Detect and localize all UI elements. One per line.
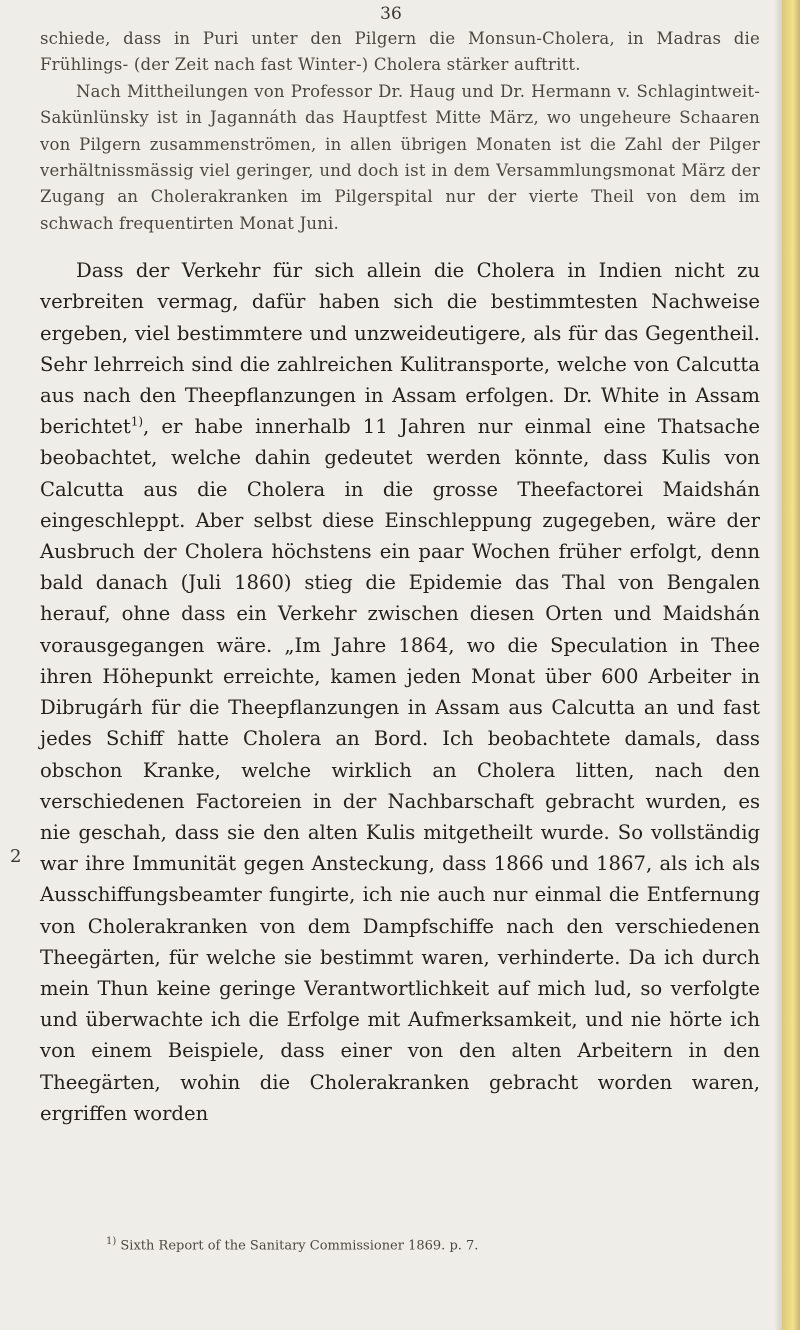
footnote-marker: 1) (106, 1236, 117, 1247)
footnote-text: Sixth Report of the Sanitary Commissioner 1869. p. 7. (120, 1238, 479, 1254)
margin-annotation: 2 (10, 846, 22, 867)
page-number: 36 (380, 4, 402, 24)
paragraph-text-after-ref: , er habe innerhalb 11 Jahren nur einmal eine Thatsache beobachtet, welche dahin gedeutet werden könnte, dass Kulis von Calcutta aus die Cholera in die grosse Theefactorei Maidshán eingeschleppt. Aber selbst diese Einschleppung zugegeben, wäre der Ausbruch der Cholera höchstens ein paar Wochen früher erfolgt, denn bald danach (Juli 1860) stieg die Epidemie das Thal von Bengalen herauf, ohne dass ein Verkehr zwischen diesen Orten und Maidshán vorausgegangen wäre. „Im Jahre 1864, wo die Speculation in Thee ihren Höhepunkt erreichte, kamen jeden Monat über 600 Arbeiter in Dibrugárh für die Theepflanzungen in Assam aus Calcutta an und fast jedes Schiff hatte Cholera an Bord. Ich beobachtete damals, dass obschon Kranke, welche wirklich an Cholera litten, nach den verschiedenen Factoreien in der Nachbarschaft gebracht wurden, es nie geschah, dass sie den alten Kulis mitgetheilt wurde. So vollständig war ihre Immunität gegen Ansteckung, dass 1866 und 1867, als ich als Ausschiffungsbeamter fungirte, ich nie auch nur einmal die Entfernung von Cholerakranken von dem Dampfschiffe nach den verschiedenen Theegärten, für welche sie bestimmt waren, verhinderte. Da ich durch mein Thun keine geringe Verantwortlichkeit auf mich lud, so verfolgte und überwachte ich die Erfolge mit Aufmerksamkeit, und nie hörte ich von einem Beispiele, dass einer von den alten Arbeitern in den Theegärten, wohin die Cholerakranken gebracht worden waren, ergriffen worden (40, 415, 760, 1125)
page-gutter-shadow (774, 0, 782, 1330)
section-gap (40, 237, 760, 255)
small-print-section (40, 26, 760, 237)
body-text (40, 26, 760, 1129)
paragraph-pilgrims-cholera: schiede, dass in Puri unter den Pilgern die Monsun-Cholera, in Madras die Frühlings- (der Zeit nach fast Winter-) Cholera stärker auftritt. (40, 29, 760, 75)
paragraph-traffic-assam (40, 255, 760, 1129)
paragraph-jagannath-festival: Nach Mittheilungen von Professor Dr. Haug und Dr. Hermann v. Schlagintweit-Sakünlünsky ist in Jagannáth das Hauptfest Mitte März, wo ungeheure Schaaren von Pilgern zusammenströmen, in allen übrigen Monaten ist die Zahl der Pilger verhältnissmässig viel geringer, und doch ist in dem Versammlungsmonat März der Zugang an Cholerakranken im Pilgerspital nur der vierte Theil von dem im schwach frequentirten Monat Juni. (40, 81, 760, 233)
book-edge (782, 0, 800, 1330)
footnote-reference: 1) (130, 414, 144, 429)
main-print-section (40, 255, 760, 1129)
footnote (106, 1236, 766, 1253)
paragraph-text-before-ref: Dass der Verkehr für sich allein die Cholera in Indien nicht zu verbreiten vermag, dafür haben sich die bestimmtesten Nachweise ergeben, viel bestimmtere und unzweideutigere, als für das Gegentheil. Sehr lehrreich sind die zahlreichen Kulitransporte, welche von Calcutta aus nach den Theepflanzungen in Assam erfolgen. Dr. White in Assam berichtet (40, 259, 760, 439)
